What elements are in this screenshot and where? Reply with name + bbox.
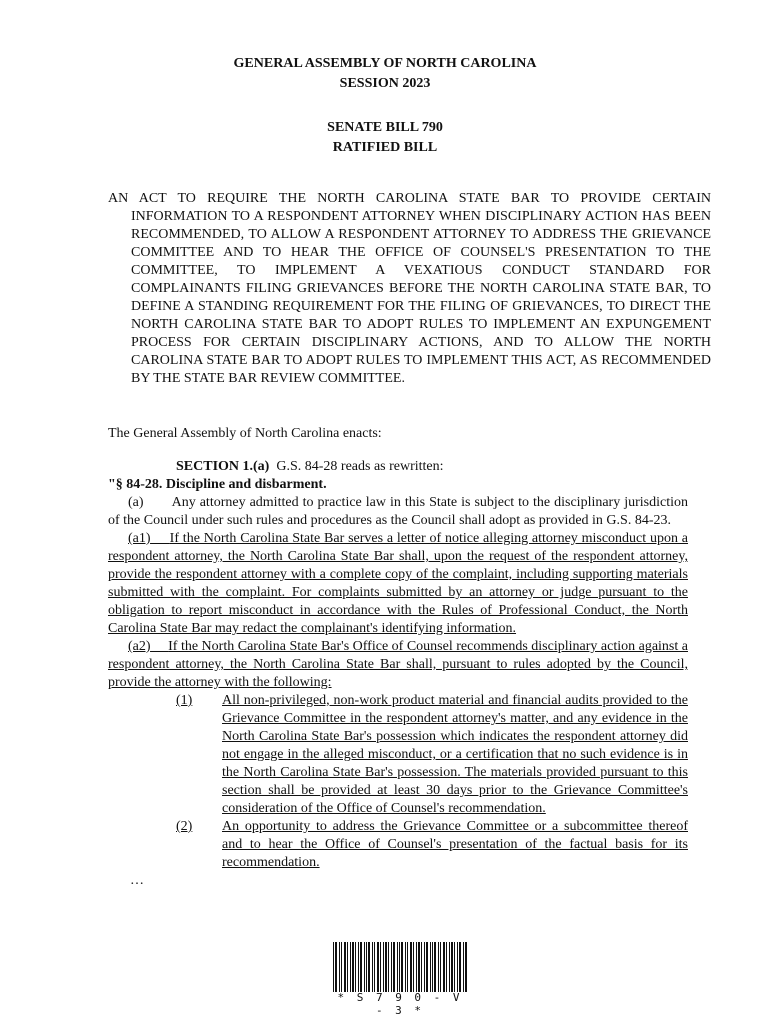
item-number: (1)	[176, 693, 193, 708]
session-heading: SESSION 2023	[339, 76, 431, 91]
paragraph-a2-text: If the North Carolina State Bar's Office of Counsel recommends disciplinary action against a respondent attorney, the North Carolina State Bar shall, pursuant to rules adopted by the Council, provide the attorney with the following:	[108, 639, 688, 690]
assembly-heading: GENERAL ASSEMBLY OF NORTH CAROLINA	[233, 56, 537, 71]
header-block	[0, 54, 770, 94]
item-number: (2)	[176, 819, 193, 834]
omission-ellipsis: …	[130, 873, 144, 888]
bill-block	[0, 118, 770, 158]
paragraph-a	[108, 494, 688, 530]
list-item	[108, 692, 688, 818]
statute-heading: "§ 84-28. Discipline and disbarment.	[108, 477, 327, 492]
item-text: An opportunity to address the Grievance Committee or a subcommittee thereof and to hear the Office of Counsel's presentation of the factual basis for its recommendation.	[222, 819, 688, 870]
barcode-icon	[333, 942, 467, 992]
paragraph-a1-text: If the North Carolina State Bar serves a letter of notice alleging attorney misconduct upon a respondent attorney, the North Carolina State Bar shall, upon the request of the respondent attorney, provide the respondent attorney with a complete copy of the complaint, including supporting materials submitted with the complaint. For complaints submitted by an attorney or judge pursuant to the obligation to report misconduct in accordance with the Rules of Professional Conduct, the North Carolina State Bar may redact the complainant's identifying information.	[108, 531, 689, 636]
bill-number: SENATE BILL 790	[327, 120, 443, 135]
paragraph-a2	[108, 638, 688, 692]
list-item	[108, 818, 688, 872]
enacting-clause: The General Assembly of North Carolina enacts:	[108, 426, 382, 441]
section-1-text: G.S. 84-28 reads as rewritten:	[276, 459, 444, 474]
paragraph-a-text: Any attorney admitted to practice law in this State is subject to the disciplinary jurisdiction of the Council under such rules and procedures as the Council shall adopt as provided in G.S. 84-23.	[108, 495, 688, 528]
item-text: All non-privileged, non-work product material and financial audits provided to the Grievance Committee in the respondent attorney's matter, and any evidence in the North Carolina State Bar's possession which indicates the respondent attorney did not engage in the alleged misconduct, or a certification that no such evidence is in the North Carolina State Bar's possession. The materials provided pursuant to this section shall be provided at least 30 days prior to the Grievance Committee's consideration of the Office of Counsel's recommendation.	[222, 693, 688, 816]
section-label: SECTION 1.(a)	[176, 459, 270, 474]
paragraph-a1	[108, 530, 688, 638]
paragraph-a1-label: (a1)	[128, 531, 151, 546]
section-1	[108, 458, 688, 890]
barcode-label: * S 7 9 0 - V - 3 *	[337, 991, 463, 1017]
section-1-intro	[108, 458, 688, 476]
bill-status: RATIFIED BILL	[332, 140, 438, 155]
paragraph-a-label: (a)	[128, 495, 144, 510]
paragraph-a2-label: (a2)	[128, 639, 151, 654]
act-title: AN ACT TO REQUIRE THE NORTH CAROLINA STATE BAR TO PROVIDE CERTAIN INFORMATION TO A RESPONDENT ATTORNEY WHEN DISCIPLINARY ACTION HAS BEEN RECOMMENDED, TO ALLOW A RESPONDENT ATTORNEY TO ADDRESS THE GRIEVANCE COMMITTEE AND TO HEAR THE OFFICE OF COUNSEL'S PRESENTATION TO THE COMMITTEE, TO IMPLEMENT A VEXATIOUS CONDUCT STANDARD FOR COMPLAINANTS FILING GRIEVANCES BEFORE THE NORTH CAROLINA STATE BAR, TO DEFINE A STANDING REQUIREMENT FOR THE FILING OF GRIEVANCES, TO DIRECT THE NORTH CAROLINA STATE BAR TO ADOPT RULES TO IMPLEMENT AN EXPUNGEMENT PROCESS FOR CERTAIN DISCIPLINARY ACTIONS, AND TO ALLOW THE NORTH CAROLINA STATE BAR TO ADOPT RULES TO IMPLEMENT THIS ACT, AS RECOMMENDED BY THE STATE BAR REVIEW COMMITTEE.	[108, 191, 711, 386]
